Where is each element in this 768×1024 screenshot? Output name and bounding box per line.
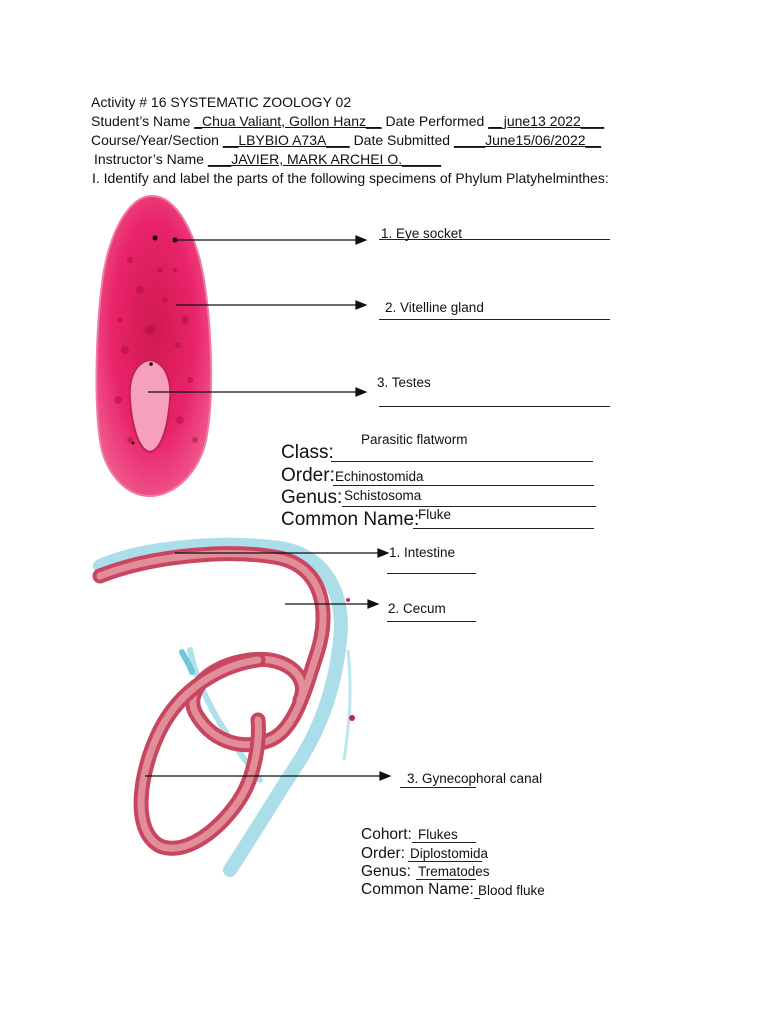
spec1-label-eye-socket: 1. Eye socket — [381, 226, 463, 241]
course-label: Course/Year/Section — [91, 132, 219, 148]
spec1-genus-label: Genus: — [281, 487, 343, 508]
spec1-genus-value: Schistosoma — [344, 488, 422, 503]
spec1-order-label: Order: — [281, 465, 335, 486]
spec2-label-cecum: 2. Cecum — [388, 601, 446, 616]
spec2-cohort-label: Cohort: — [361, 826, 412, 843]
spec2-genus-value: Trematodes — [418, 864, 490, 879]
student-name-value: _Chua Valiant, Gollon Hanz__ — [194, 113, 382, 129]
spec2-genus-label: Genus: — [361, 863, 411, 880]
spec2-label-line-2 — [387, 621, 476, 622]
date-submitted-label: Date Submitted — [353, 132, 451, 148]
activity-title: Activity # 16 SYSTEMATIC ZOOLOGY 02 — [91, 94, 352, 110]
spec2-label-line-3 — [400, 787, 476, 788]
spec2-common-name-label: Common Name: — [361, 881, 474, 898]
spec1-class-label: Class: — [281, 442, 334, 463]
instructor-label: Instructor’s Name — [94, 151, 204, 167]
spec2-order-label: Order: — [361, 845, 405, 862]
spec2-label-intestine: 1. Intestine — [389, 545, 456, 560]
instruction-text: I. Identify and label the parts of the following specimens of Phylum Platyhelminthes: — [92, 170, 609, 186]
course-value: __LBYBIO A73A___ — [222, 132, 350, 148]
spec1-class-value: Parasitic flatworm — [361, 432, 468, 447]
spec1-label-vitelline-gland: 2. Vitelline gland — [385, 300, 484, 315]
date-submitted-value: ____June15/06/2022__ — [453, 132, 602, 148]
spec2-label-gynecophoral-canal: 3. Gynecophoral canal — [407, 771, 543, 786]
spec1-common-name-label: Common Name: — [281, 509, 420, 530]
spec2-order-line — [408, 861, 482, 862]
spec1-label-testes: 3. Testes — [377, 375, 431, 390]
spec2-common-name-value: Blood fluke — [478, 883, 545, 898]
date-performed-value: __june13 2022___ — [488, 113, 605, 129]
spec2-common-name-line — [474, 898, 480, 899]
instructor-value: ___JAVIER, MARK ARCHEI O._____ — [207, 151, 442, 167]
student-name-label: Student’s Name — [91, 113, 191, 129]
spec2-label-line-1 — [387, 573, 476, 574]
spec2-order-value: Diplostomida — [410, 846, 489, 861]
spec2-cohort-line — [412, 842, 476, 843]
spec2-cohort-value: Flukes — [418, 827, 458, 842]
spec1-common-name-value: Fluke — [418, 507, 452, 522]
date-performed-label: Date Performed — [385, 113, 485, 129]
spec1-order-value: Echinostomida — [335, 469, 424, 484]
